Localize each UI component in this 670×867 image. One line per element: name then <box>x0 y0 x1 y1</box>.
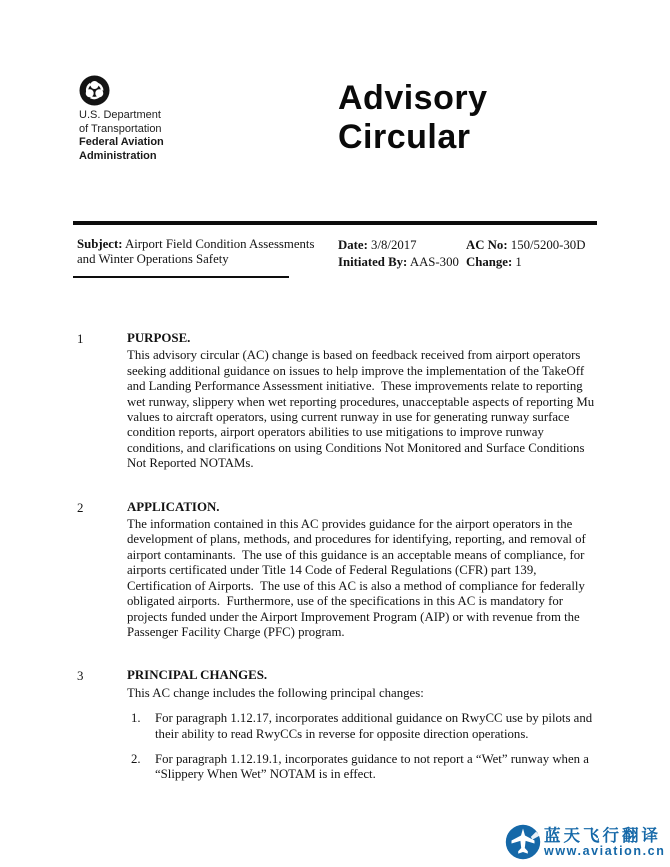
list-item-text: For paragraph 1.12.19.1, incorporates guidance to not report a “Wet” runway when a “Slippery When Wet” NOTAM is in effect. <box>155 751 593 782</box>
date-initiated-field <box>338 237 464 271</box>
section-paragraph: This AC change includes the following principal changes: <box>127 685 424 700</box>
change-row <box>466 254 601 271</box>
section-content <box>127 668 597 792</box>
us-dot-seal-icon <box>79 75 110 106</box>
header-divider-rule <box>73 221 597 225</box>
subject-underline-rule <box>73 276 289 278</box>
initiated-by-row <box>338 254 464 271</box>
list-item-number: 2. <box>131 751 141 766</box>
change-value: 1 <box>512 255 522 269</box>
ac-number-row <box>466 237 601 254</box>
section-content <box>127 500 597 641</box>
section-number: 2 <box>77 500 84 515</box>
ac-number-label: AC No: <box>466 238 508 252</box>
agency-line-3: Federal Aviation <box>79 136 164 148</box>
document-body <box>77 331 597 821</box>
section-paragraph: This advisory circular (AC) change is based on feedback received from airport operators seeking additional guidance on issues to help improve the implementation of the TakeOff and Landing Performance Assessment initiative. These improvements relate to reporting wet runway, slippery when wet reporting procedures, unacceptable aspects of reporting Mu values to aircraft operators, using current runway in use for generating runway surface condition reports, airport operators abilities to use mitigations to improve runway conditions, and clarifications on using Conditions Not Monitored and Surface Conditions Not Reported NOTAMs. <box>127 348 598 471</box>
ac-number-value: 150/5200-30D <box>507 238 586 252</box>
watermark-url: www.aviation.cn <box>544 843 666 858</box>
list-item <box>131 752 597 783</box>
agency-line-1: U.S. Department <box>79 109 161 121</box>
change-label: Change: <box>466 255 513 269</box>
agency-name-block <box>79 109 164 163</box>
section-paragraph: The information contained in this AC provides guidance for the airport operators in the development of plans, methods, and procedures for identifying, reporting, and removal of airport contaminants. The use of this guidance is an acceptable means of compliance, for airports certificated under Title 14 Code of Federal Regulations (CFR) part 139, Certification of Airports. The use of this AC is also a method of compliance for federally obligated airports. Furthermore, use of the specifications in this AC is mandatory for projects funded under the Airport Improvement Program (AIP) or with revenue from the Passenger Facility Charge (PFC) program. <box>127 517 589 639</box>
date-value: 3/8/2017 <box>367 238 417 252</box>
subject-field <box>77 237 329 267</box>
subject-value: Airport Field Condition Assessments and Winter Operations Safety <box>77 237 315 267</box>
section-application <box>77 500 597 641</box>
agency-line-2: of Transportation <box>79 122 162 135</box>
date-row <box>338 237 464 254</box>
document-title-line-1: Advisory <box>338 79 488 117</box>
watermark-brand-text: 蓝天飞行翻译 <box>544 826 661 845</box>
list-item-number: 1. <box>131 711 141 726</box>
airplane-circle-icon <box>505 824 541 860</box>
document-title-line-2: Circular <box>338 118 471 156</box>
list-item <box>131 711 597 742</box>
section-purpose <box>77 331 597 472</box>
ac-number-change-field <box>466 237 601 271</box>
agency-line-4: Administration <box>79 149 157 162</box>
translation-watermark <box>505 824 665 860</box>
list-item-text: For paragraph 1.12.17, incorporates additional guidance on RwyCC use by pilots and their ability to read RwyCCs in reverse for opposite direction operations. <box>155 711 596 741</box>
initiated-by-label: Initiated By: <box>338 255 408 269</box>
date-label: Date: <box>338 238 368 252</box>
watermark-text-block <box>544 827 665 858</box>
subject-label: Subject: <box>77 237 123 251</box>
section-principal-changes <box>77 668 597 792</box>
principal-changes-list <box>127 711 597 783</box>
section-number: 3 <box>77 669 84 684</box>
section-number: 1 <box>77 332 84 346</box>
section-heading: PRINCIPAL CHANGES. <box>127 668 268 683</box>
section-heading: PURPOSE. <box>127 331 191 345</box>
initiated-by-value: AAS-300 <box>407 255 459 269</box>
section-heading: APPLICATION. <box>127 499 220 514</box>
document-title <box>338 79 488 157</box>
section-content <box>127 331 597 472</box>
